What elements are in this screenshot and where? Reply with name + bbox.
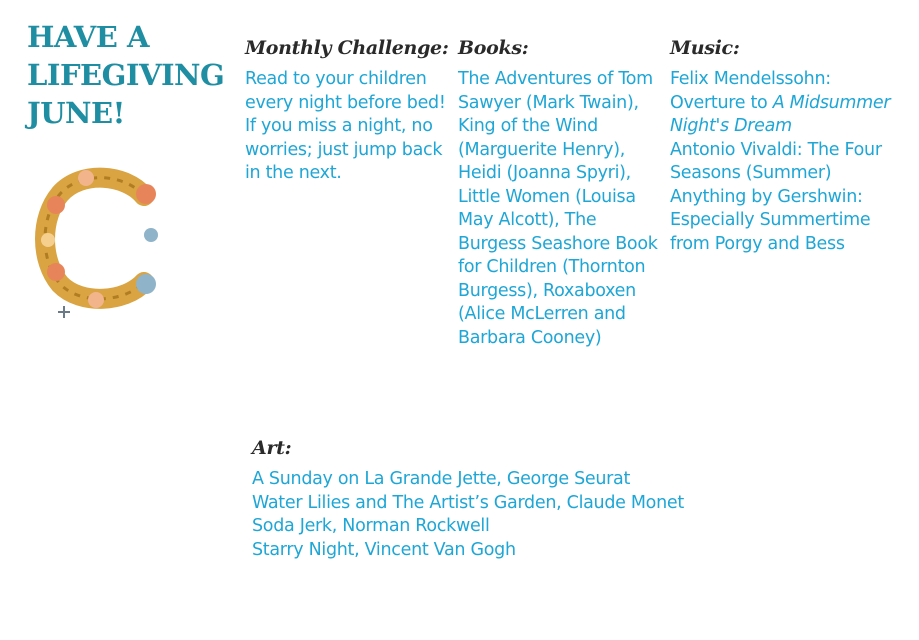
challenge-column: [245, 36, 450, 186]
list-item: Anything by Gershwin: Especially Summertime from Porgy and Bess: [670, 186, 871, 254]
challenge-text: Read to your children every night before bed! If you miss a night, no worries; just jump back in the next.: [245, 69, 446, 183]
list-item: Antonio Vivaldi: The Four Seasons (Summer): [670, 139, 882, 183]
list-item: The Adventures of Tom Sawyer (Mark Twain), King of the Wind (Marguerite Henry),: [458, 69, 653, 160]
list-item: Felix Mendelssohn: Overture to A Midsummer Night's Dream: [670, 69, 891, 136]
art-list: [252, 468, 872, 562]
list-item: A Sunday on La Grande Jette, George Seurat: [252, 469, 631, 489]
title-line: HAVE A: [27, 20, 149, 54]
books-column: [458, 36, 658, 350]
art-section: [252, 436, 872, 562]
seashell-rope-letter-c-icon: [26, 160, 166, 320]
music-list: [670, 68, 895, 256]
list-item: Water Lilies and The Artist’s Garden, Claude Monet: [252, 492, 684, 513]
books-list: [458, 68, 658, 350]
challenge-heading: Monthly Challenge:: [245, 37, 449, 59]
music-heading: Music:: [670, 37, 740, 59]
page-title: [27, 18, 237, 132]
list-item: Starry Night, Vincent Van Gogh: [252, 539, 516, 560]
music-column: [670, 36, 895, 256]
books-heading: Books:: [458, 37, 529, 59]
art-heading: Art:: [252, 437, 292, 459]
title-line: LIFEGIVING: [27, 58, 225, 92]
list-item: Heidi (Joanna Spyri), Little Women (Louisa May Alcott), The Burgess Seashore Book for Children (Thornton Burgess), Roxaboxen (Alice McLerren and Barbara Cooney): [458, 163, 658, 348]
list-item: Soda Jerk, Norman Rockwell: [252, 516, 490, 536]
title-line: JUNE!: [27, 96, 125, 130]
